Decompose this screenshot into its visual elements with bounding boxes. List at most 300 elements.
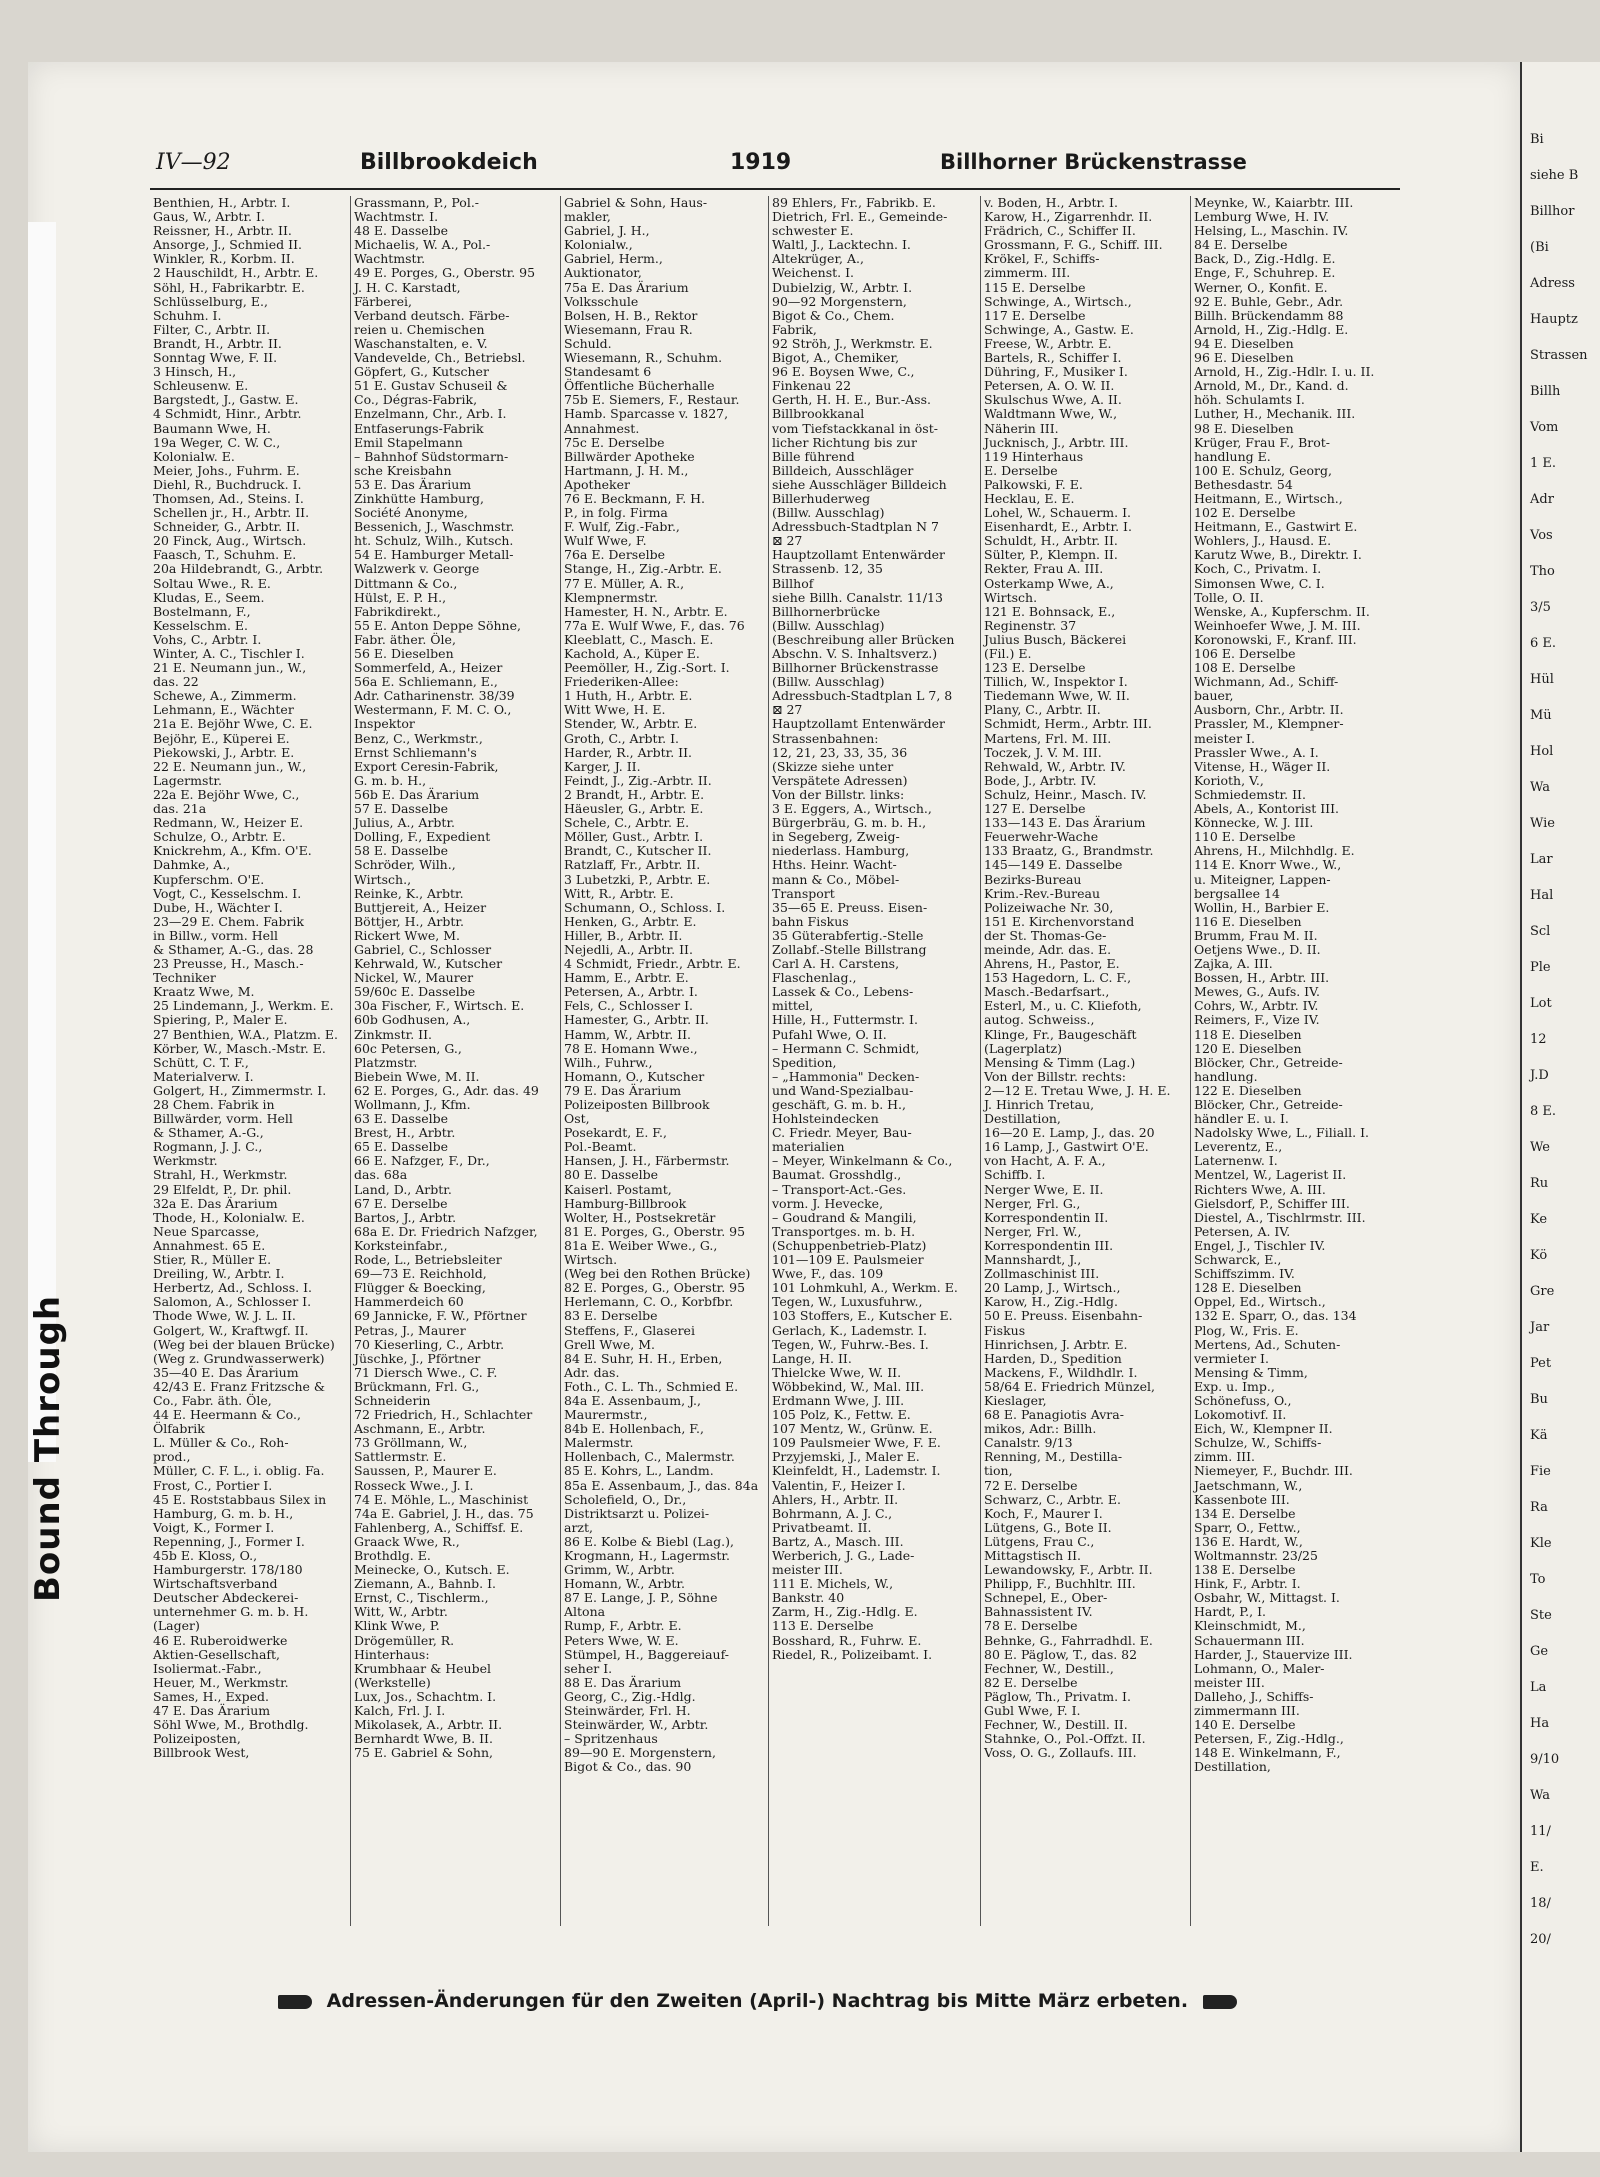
directory-entry: 84 E. Derselbe [1194, 237, 1288, 253]
directory-entry: 134 E. Derselbe [1194, 1505, 1296, 1521]
directory-entry: Wachtmstr. I. [354, 209, 439, 225]
directory-entry: Sattlermstr. E. [354, 1449, 447, 1465]
directory-entry: 75a E. Das Ärarium [564, 279, 689, 295]
directory-entry: Bargstedt, J., Gastw. E. [153, 392, 299, 408]
directory-entry: Eisenhardt, E., Arbtr. I. [984, 519, 1132, 535]
directory-entry: Schulz, Heinr., Masch. IV. [984, 786, 1147, 802]
directory-entry: 2—12 E. Tretau Wwe, J. H. E. [984, 1082, 1171, 1098]
directory-entry: Rekter, Frau A. III. [984, 561, 1104, 577]
directory-entry: Bohrmann, A. J. C., [772, 1505, 893, 1521]
directory-entry: 58/64 E. Friedrich Münzel, [984, 1378, 1155, 1394]
directory-entry: Altekrüger, A., [772, 251, 864, 267]
directory-entry: Ahlers, H., Arbtr. II. [772, 1491, 899, 1507]
directory-entry: Schneider, G., Arbtr. II. [153, 519, 300, 535]
directory-entry: Steinwärder, W., Arbtr. [564, 1717, 709, 1733]
directory-entry: meister I. [1194, 730, 1255, 746]
directory-entry: makler, [564, 209, 611, 225]
right-running-head: Billhorner Brückenstrasse [940, 150, 1247, 174]
directory-entry: Hamburg, G. m. b. H., [153, 1505, 294, 1521]
directory-entry: Werner, O., Konfit. E. [1194, 279, 1328, 295]
directory-entry: Neue Sparcasse, [153, 1223, 260, 1239]
directory-entry: Dubielzig, W., Arbtr. I. [772, 279, 913, 295]
adjacent-page-fragment: 11/ [1530, 1824, 1551, 1839]
directory-entry: Freese, W., Arbtr. E. [984, 335, 1112, 351]
directory-entry: 45 E. Roststabbaus Silex in [153, 1491, 327, 1507]
directory-entry: Bode, J., Arbtr. IV. [984, 772, 1097, 788]
directory-entry: 98 E. Dieselben [1194, 420, 1294, 436]
directory-entry: 138 E. Derselbe [1194, 1562, 1296, 1578]
column-1 [150, 196, 350, 1926]
directory-entry: Kraatz Wwe, M. [153, 984, 255, 1000]
directory-entry: Sülter, P., Klempn. II. [984, 547, 1118, 563]
directory-entry: Zollmaschinist III. [984, 1266, 1100, 1282]
directory-entry: Klinge, Fr., Baugeschäft [984, 1026, 1137, 1042]
directory-entry: 153 Hagedorn, L. C. F., [984, 970, 1132, 986]
directory-entry: 89—90 E. Morgenstern, [564, 1745, 716, 1761]
directory-entry: 89 Ehlers, Fr., Fabrikb. E. [772, 196, 936, 210]
directory-entry: Stender, W., Arbtr. E. [564, 716, 698, 732]
directory-entry: Zajka, A. III. [1194, 956, 1273, 972]
directory-entry: handlung E. [1194, 448, 1271, 464]
directory-entry: Petersen, A. O. W. II. [984, 378, 1115, 394]
directory-entry: Lohel, W., Schauerm. I. [984, 505, 1132, 521]
directory-entry: vorm. J. Hevecke, [772, 1195, 884, 1211]
directory-entry: Rogmann, J. J. C., [153, 1139, 263, 1155]
adjacent-page-fragment: 18/ [1530, 1896, 1551, 1911]
directory-entry: Rickert Wwe, M. [354, 927, 461, 943]
directory-entry: Bartz, A., Masch. III. [772, 1533, 904, 1549]
directory-entry: Wohlers, J., Hausd. E. [1194, 533, 1332, 549]
directory-entry: Export Ceresin-Fabrik, [354, 758, 499, 774]
adjacent-page-fragment: Ste [1530, 1608, 1552, 1623]
directory-entry: der St. Thomas-Ge- [984, 927, 1107, 943]
directory-entry: Auktionator, [564, 265, 642, 281]
directory-entry: Adr. das. [564, 1364, 620, 1380]
directory-entry: Witt, W., Arbtr. [354, 1604, 448, 1620]
directory-entry: 103 Stoffers, E., Kutscher E. [772, 1308, 953, 1324]
directory-entry: C. Friedr. Meyer, Bau- [772, 1125, 912, 1141]
directory-entry: Grassmann, P., Pol.- [354, 196, 480, 210]
directory-entry: Petersen, F., Zig.-Hdlg., [1194, 1731, 1344, 1747]
directory-entry: 4 Schmidt, Hinr., Arbtr. [153, 406, 302, 422]
directory-entry: Diehl, R., Buchdruck. I. [153, 476, 302, 492]
directory-entry: (Weg bei den Rothen Brücke) [564, 1266, 751, 1282]
directory-entry: Nerger Wwe, E. II. [984, 1181, 1104, 1197]
directory-entry: das. 68a [354, 1167, 408, 1183]
directory-entry: Adr. Catharinenstr. 38/39 [354, 688, 515, 704]
directory-entry: 80 E. Päglow, T., das. 82 [984, 1646, 1138, 1662]
directory-entry: Leverentz, E., [1194, 1139, 1283, 1155]
directory-entry: Entfaserungs-Fabrik [354, 420, 484, 436]
directory-entry: Walzwerk v. George [354, 561, 480, 577]
adjacent-page-fragment: Strassen [1530, 348, 1588, 363]
directory-entry: Bartels, R., Schiffer I. [984, 350, 1122, 366]
directory-entry: Fabr. äther. Öle, [354, 631, 456, 647]
directory-entry: Päglow, Th., Privatm. I. [984, 1688, 1131, 1704]
directory-entry: 21 E. Neumann jun., W., [153, 660, 307, 676]
directory-entry: Häeusler, G., Arbtr. E. [564, 801, 704, 817]
directory-entry: 20a Hildebrandt, G., Arbtr. [153, 561, 324, 577]
directory-entry: L. Müller & Co., Roh- [153, 1435, 289, 1451]
directory-entry: Waltl, J., Lacktechn. I. [772, 237, 911, 253]
directory-entry: 56 E. Dieselben [354, 646, 454, 661]
adjacent-page-fragment: Gre [1530, 1284, 1555, 1299]
directory-entry: von Hacht, A. F. A., [984, 1153, 1106, 1169]
directory-entry: Esterl, M., u. C. Kliefoth, [984, 998, 1142, 1014]
directory-entry: Krogmann, H., Lagermstr. [564, 1548, 731, 1563]
directory-entry: Winkler, R., Korbm. II. [153, 251, 295, 267]
directory-entry: Schele, C., Arbtr. E. [564, 815, 690, 831]
directory-entry: licher Richtung bis zur [772, 434, 917, 450]
directory-entry: 133—143 E. Das Ärarium [984, 815, 1146, 831]
directory-entry: Grossmann, F. G., Schiff. III. [984, 237, 1163, 253]
directory-entry: Homann, O., Kutscher [564, 1068, 705, 1084]
directory-entry: Wiesemann, Frau R. [564, 321, 693, 337]
directory-entry: Korrespondentin III. [984, 1237, 1114, 1253]
directory-entry: (Skizze siehe unter [772, 758, 894, 774]
directory-entry: Kieslager, [984, 1392, 1047, 1408]
directory-entry: Witt Wwe, H. E. [564, 702, 666, 718]
directory-entry: Brandt, C., Kutscher II. [564, 843, 712, 859]
directory-entry: Kleinfeldt, H., Lademstr. I. [772, 1463, 941, 1479]
directory-entry: Lux, Jos., Schachtm. I. [354, 1688, 497, 1704]
directory-entry: 2 Hauschildt, H., Arbtr. E. [153, 265, 319, 281]
directory-entry: Müller, C. F. L., i. oblig. Fa. [153, 1463, 325, 1479]
directory-entry: 123 E. Derselbe [984, 660, 1086, 676]
directory-entry: Wachtmstr. [354, 251, 426, 267]
directory-entry: Steffens, F., Glaserei [564, 1322, 695, 1338]
directory-entry: Heuer, M., Werkmstr. [153, 1674, 289, 1690]
directory-entry: Jüschke, J., Pförtner [354, 1350, 481, 1366]
directory-entry: 96 E. Dieselben [1194, 350, 1294, 366]
directory-entry: Biebein Wwe, M. II. [354, 1068, 480, 1084]
adjacent-page-fragment: Kä [1530, 1428, 1548, 1443]
directory-entry: 44 E. Heermann & Co., [153, 1407, 301, 1423]
directory-entry: 1 Huth, H., Arbtr. E. [564, 688, 693, 704]
directory-entry: Koch, C., Privatm. I. [1194, 561, 1322, 577]
directory-entry: 85a E. Assenbaum, J., das. 84a [564, 1477, 759, 1493]
directory-entry: Waschanstalten, e. V. [354, 335, 488, 351]
spine-label: Bound Through [28, 1294, 68, 1602]
directory-entry: 96 E. Boysen Wwe, C., [772, 364, 915, 380]
directory-entry: Bartos, J., Arbtr. [354, 1209, 457, 1225]
directory-entry: Stier, R., Müller E. [153, 1252, 272, 1268]
directory-entry: & Sthamer, A.-G., [153, 1125, 264, 1141]
directory-entry: Ziemann, A., Bahnb. I. [354, 1576, 496, 1592]
directory-entry: 121 E. Bohnsack, E., [984, 603, 1116, 619]
directory-entry: Wollmann, J., Kfm. [354, 1097, 471, 1112]
directory-entry: Zinkhütte Hamburg, [354, 490, 485, 506]
directory-entry: Reginenstr. 37 [984, 617, 1077, 633]
adjacent-page-fragment: (Bi [1530, 240, 1549, 255]
directory-entry: in Billw., vorm. Hell [153, 927, 278, 943]
running-header [150, 150, 1400, 186]
directory-entry: Herbertz, Ad., Schloss. I. [153, 1280, 312, 1296]
directory-entry: sche Kreisbahn [354, 462, 452, 478]
directory-entry: 60b Godhusen, A., [354, 1012, 471, 1028]
directory-entry: Annahmest. 65 E. [153, 1237, 266, 1253]
directory-entry: Michaelis, W. A., Pol.- [354, 237, 491, 253]
directory-entry: Koch, F., Maurer I. [984, 1505, 1103, 1521]
directory-entry: Salomon, A., Schlosser I. [153, 1294, 312, 1310]
directory-entry: Lassek & Co., Lebens- [772, 984, 914, 1000]
directory-entry: Jucknisch, J., Arbtr. III. [984, 434, 1129, 450]
directory-entry: 102 E. Derselbe [1194, 505, 1296, 521]
directory-entry: Dolling, F., Expedient [354, 829, 491, 845]
directory-entry: Harden, D., Spedition [984, 1350, 1122, 1366]
directory-entry: zimmermann III. [1194, 1703, 1300, 1719]
directory-entry: 101 Lohmkuhl, A., Werkm. E. [772, 1280, 958, 1296]
adjacent-page-fragment: Lar [1530, 852, 1553, 867]
directory-entry: Ölfabrik [153, 1421, 205, 1437]
directory-entry: Frädrich, C., Schiffer II. [984, 223, 1136, 239]
directory-entry: 28 Chem. Fabrik in [153, 1097, 275, 1112]
directory-entry: Schiffszimm. IV. [1194, 1266, 1295, 1282]
directory-entry: mittel, [772, 998, 814, 1014]
directory-entry: 118 E. Dieselben [1194, 1026, 1302, 1042]
directory-entry: Winter, A. C., Tischler I. [153, 646, 305, 661]
directory-entry: Pufahl Wwe, O. II. [772, 1026, 887, 1042]
directory-entry: Klempnermstr. [564, 589, 658, 605]
directory-entry: 82 E. Porges, G., Oberstr. 95 [564, 1280, 746, 1296]
directory-entry: Behnke, G., Fahrradhdl. E. [984, 1632, 1153, 1648]
directory-entry: Fechner, W., Destill., [984, 1660, 1114, 1676]
adjacent-page-fragment: Pet [1530, 1356, 1552, 1371]
directory-entry: Nerger, Frl. W., [984, 1223, 1082, 1239]
directory-entry: Krim.-Rev.-Bureau [984, 885, 1101, 901]
directory-entry: autog. Schweiss., [984, 1012, 1095, 1028]
directory-entry: Verspätete Adressen) [772, 772, 908, 788]
directory-entry: Piekowski, J., Arbtr. E. [153, 744, 295, 760]
directory-entry: Cohrs, W., Arbtr. IV. [1194, 998, 1319, 1014]
directory-entry: 81a E. Weiber Wwe., G., [564, 1237, 718, 1253]
directory-entry: Peemöller, H., Zig.-Sort. I. [564, 660, 730, 676]
directory-entry: Gerth, H. H. E., Bur.-Ass. [772, 392, 931, 408]
directory-entry: Feindt, J., Zig.-Arbtr. II. [564, 772, 712, 788]
adjacent-page-fragment: Ke [1530, 1212, 1548, 1227]
directory-entry: Wirtsch. [984, 589, 1038, 605]
column-3 [560, 196, 769, 1926]
directory-entry: Zinkmstr. II. [354, 1026, 432, 1042]
adjacent-page-fragment: We [1530, 1140, 1550, 1155]
directory-entry: 72 E. Derselbe [984, 1477, 1078, 1493]
directory-entry: 23 Preusse, H., Masch.- [153, 956, 304, 972]
directory-entry: Standesamt 6 [564, 364, 652, 380]
directory-entry: Fabrik, [772, 321, 817, 337]
adjacent-page-fragment: Kö [1530, 1248, 1548, 1263]
directory-entry: arzt, [564, 1519, 594, 1535]
directory-entry: – Meyer, Winkelmann & Co., [772, 1153, 953, 1169]
directory-entry: – Spritzenhaus [564, 1731, 658, 1747]
directory-entry: das. 22 [153, 674, 199, 690]
adjacent-page-fragment: 9/10 [1530, 1752, 1560, 1767]
directory-entry: Schwarck, E., [1194, 1252, 1282, 1268]
directory-entry: Hamester, G., Arbtr. II. [564, 1012, 709, 1028]
directory-entry: Gabriel, C., Schlosser [354, 941, 492, 957]
directory-entry: 66 E. Nafzger, F., Dr., [354, 1153, 490, 1169]
directory-entry: Osbahr, W., Mittagst. I. [1194, 1590, 1340, 1606]
directory-entry: 42/43 E. Franz Fritzsche & [153, 1378, 325, 1394]
adjacent-page-fragment: La [1530, 1680, 1547, 1695]
directory-entry: 35—40 E. Das Ärarium [153, 1364, 299, 1380]
adjacent-page-fragment: Fie [1530, 1464, 1551, 1479]
directory-entry: Groth, C., Arbtr. I. [564, 730, 680, 746]
directory-entry: Baumat. Grosshdlg., [772, 1167, 902, 1183]
directory-entry: P., in folg. Firma [564, 505, 668, 521]
directory-entry: Schönefuss, O., [1194, 1392, 1292, 1408]
directory-entry: 132 E. Sparr, O., das. 134 [1194, 1308, 1357, 1324]
directory-entry: 69—73 E. Reichhold, [354, 1266, 487, 1282]
directory-entry: tion, [984, 1463, 1013, 1479]
directory-entry: Oetjens Wwe., D. II. [1194, 941, 1321, 957]
directory-entry: 68 E. Panagiotis Avra- [984, 1407, 1124, 1423]
directory-entry: 69 Jannicke, F. W., Pförtner [354, 1308, 527, 1324]
directory-entry: Spiering, P., Maler E. [153, 1012, 288, 1028]
directory-entry: ht. Schulz, Wilh., Kutsch. [354, 533, 514, 549]
directory-entry: Mentzel, W., Lagerist II. [1194, 1167, 1347, 1183]
directory-entry: Finkenau 22 [772, 378, 852, 394]
directory-entry: Korksteinfabr., [354, 1237, 448, 1253]
directory-entry: 151 E. Kirchenvorstand [984, 913, 1135, 929]
directory-entry: meister III. [1194, 1674, 1265, 1690]
directory-entry: 47 E. Das Ärarium [153, 1703, 271, 1719]
directory-entry: Schütt, C. T. F., [153, 1054, 249, 1070]
directory-entry: Maurermstr., [564, 1407, 648, 1423]
directory-entry: 90—92 Morgenstern, [772, 293, 907, 309]
directory-entry: 110 E. Derselbe [1194, 829, 1296, 845]
directory-entry: Gabriel, Herm., [564, 251, 663, 267]
directory-entry: Mensing & Timm, [1194, 1364, 1308, 1380]
directory-entry: 88 E. Das Ärarium [564, 1674, 682, 1690]
directory-entry: Skulschus Wwe, A. II. [984, 392, 1122, 408]
directory-entry: Dühring, F., Musiker I. [984, 364, 1128, 380]
directory-entry: (Lagerplatz) [984, 1040, 1062, 1056]
directory-entry: 22 E. Neumann jun., W., [153, 758, 307, 774]
directory-entry: Werkmstr. [153, 1153, 218, 1169]
directory-entry: 19a Weger, C. W. C., [153, 434, 281, 450]
directory-entry: Billhof [772, 575, 814, 591]
directory-entry: Back, D., Zig.-Hdlg. E. [1194, 251, 1336, 267]
directory-entry: 122 E. Dieselben [1194, 1082, 1302, 1098]
directory-entry: 72 Friedrich, H., Schlachter [354, 1407, 533, 1423]
footer-notice [270, 1990, 1370, 2012]
directory-entry: zimm. III. [1194, 1449, 1256, 1465]
directory-entry: Hartmann, J. H. M., [564, 462, 689, 478]
directory-entry: (Weg bei der blauen Brücke) [153, 1336, 335, 1352]
directory-entry: Hamb. Sparcasse v. 1827, [564, 406, 729, 422]
adjacent-page-fragment: Billhor [1530, 204, 1575, 219]
directory-entry: G. m. b. H., [354, 772, 427, 788]
directory-entry: unternehmer G. m. b. H. [153, 1604, 309, 1620]
directory-entry: Karger, J. II. [564, 758, 641, 774]
directory-entry: ⊠ 27 [772, 533, 803, 549]
directory-entry: Hamm, W., Arbtr. II. [564, 1026, 692, 1042]
directory-entry: Schauermann III. [1194, 1632, 1305, 1648]
directory-entry: 127 E. Derselbe [984, 801, 1086, 817]
directory-entry: Näherin III. [984, 420, 1059, 436]
directory-entry: Billbrook West, [153, 1745, 250, 1761]
directory-entry: Schuld. [564, 335, 612, 351]
directory-entry: Scholefield, O., Dr., [564, 1491, 687, 1507]
directory-entry: Peters Wwe, W. E. [564, 1632, 679, 1648]
directory-entry: Könnecke, W. J. III. [1194, 815, 1314, 831]
directory-entry: 50 E. Preuss. Eisenbahn- [984, 1308, 1143, 1324]
directory-entry: u. Miteigner, Lappen- [1194, 871, 1331, 887]
directory-entry: Flaschenlag., [772, 970, 857, 986]
directory-entry: Masch.-Bedarfsart., [984, 984, 1110, 1000]
directory-entry: Wulf Wwe, F. [564, 533, 647, 549]
directory-entry: Thode Wwe, W. J. L. II. [153, 1308, 296, 1324]
directory-entry: Körber, W., Masch.-Mstr. E. [153, 1040, 326, 1056]
directory-entry: Schewe, A., Zimmerm. [153, 688, 297, 704]
directory-entry: Bigot & Co., Chem. [772, 307, 895, 323]
directory-entry: Rosseck Wwe., J. I. [354, 1477, 474, 1493]
directory-entry: Reissner, H., Arbtr. II. [153, 223, 292, 239]
directory-entry: 92 Ströh, J., Werkmstr. E. [772, 335, 933, 351]
directory-entry: 56b E. Das Ärarium [354, 786, 480, 802]
directory-entry: bahn Fiskus [772, 913, 849, 929]
directory-entry: 136 E. Hardt, W., [1194, 1533, 1303, 1549]
adjacent-page-fragment: Ge [1530, 1644, 1549, 1659]
directory-entry: 55 E. Anton Deppe Söhne, [354, 617, 521, 633]
directory-entry: 3 E. Eggers, A., Wirtsch., [772, 801, 932, 817]
directory-entry: Gielsdorf, P., Schiffer III. [1194, 1195, 1350, 1211]
directory-entry: Benthien, H., Arbtr. I. [153, 196, 291, 210]
directory-entry: Enge, F., Schuhrep. E. [1194, 265, 1336, 281]
directory-entry: Valentin, F., Heizer I. [772, 1477, 906, 1493]
page-number: IV—92 [156, 150, 231, 175]
directory-entry: Saussen, P., Maurer E. [354, 1463, 497, 1479]
directory-entry: 25 Lindemann, J., Werkm. E. [153, 998, 334, 1014]
directory-entry: Riedel, R., Polizeibamt. I. [772, 1646, 933, 1662]
directory-entry: Kludas, E., Seem. [153, 589, 265, 605]
directory-entry: Société Anonyme, [354, 505, 468, 521]
directory-entry: Brumm, Frau M. II. [1194, 927, 1318, 943]
directory-entry: 27 Benthien, W.A., Platzm. E. [153, 1026, 338, 1042]
directory-entry: Hamburg-Billbrook [564, 1195, 687, 1211]
directory-entry: Thode, H., Kolonialw. E. [153, 1209, 305, 1225]
adjacent-page-fragment: Bu [1530, 1392, 1548, 1407]
directory-entry: Waldtmann Wwe, W., [984, 406, 1118, 422]
adjacent-page-fragment: J.D [1530, 1068, 1549, 1083]
directory-entry: 49 E. Porges, G., Oberstr. 95 [354, 265, 536, 281]
directory-entry: Harder, R., Arbtr. II. [564, 744, 693, 760]
directory-entry: Sparr, O., Fettw., [1194, 1519, 1301, 1535]
directory-entry: Nickel, W., Maurer [354, 970, 474, 986]
directory-entry: Graack Wwe, R., [354, 1533, 460, 1549]
directory-entry: Petersen, A. IV. [1194, 1223, 1291, 1239]
directory-entry: Lütgens, G., Bote II. [984, 1519, 1112, 1535]
column-2 [350, 196, 561, 1926]
directory-entry: Sonntag Wwe, F. II. [153, 350, 278, 366]
directory-entry: Söhl Wwe, M., Brothdlg. [153, 1717, 309, 1733]
directory-entry: Weinhoefer Wwe, J. M. III. [1194, 617, 1361, 633]
directory-entry: niederlass. Hamburg, [772, 843, 910, 859]
directory-entry: Land, D., Arbtr. [354, 1181, 452, 1197]
directory-entry: Faasch, T., Schuhm. E. [153, 547, 297, 563]
header-rule [150, 188, 1400, 190]
directory-entry: Simonsen Wwe, C. I. [1194, 575, 1325, 591]
directory-entry: – „Hammonia" Decken- [772, 1068, 920, 1084]
directory-entry: 12, 21, 23, 33, 35, 36 [772, 744, 908, 760]
directory-entry: materialien [772, 1139, 845, 1155]
directory-entry: Dreiling, W., Arbtr. I. [153, 1266, 285, 1282]
directory-entry: Bernhardt Wwe, B. II. [354, 1731, 493, 1747]
directory-entry: Buttjereit, A., Heizer [354, 899, 487, 915]
directory-entry: Grimm, W., Arbtr. [564, 1562, 675, 1578]
directory-entry: Westermann, F. M. C. O., [354, 702, 512, 718]
directory-entry: Platzmstr. [354, 1054, 418, 1070]
